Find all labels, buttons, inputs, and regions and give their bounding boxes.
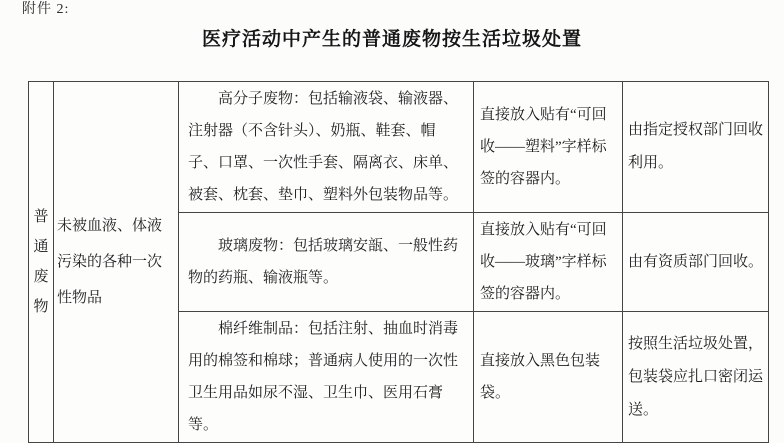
handler-cell-cotton: 按照生活垃圾处置，包装袋应扎口密闭运送。	[623, 312, 769, 443]
subcategory-cell: 未被血液、体液污染的各种一次性物品	[54, 82, 179, 443]
handler-cell-glass: 由有资质部门回收。	[623, 213, 769, 312]
category-char: 物	[33, 299, 49, 315]
category-char: 通	[33, 239, 49, 255]
waste-type-cell-glass	[179, 213, 474, 312]
table-row-polymer	[29, 82, 769, 213]
waste-type-text: 棉纤维制品：包括注射、抽血时消毒用的棉签和棉球；普通病人使用的一次性卫生用品如尿不湿、卫生巾、医用石膏等。	[188, 321, 459, 433]
disposal-cell-polymer: 直接放入贴有“可回收——塑料”字样标签的容器内。	[474, 82, 623, 213]
waste-type-text: 玻璃废物：包括玻璃安瓿、一般性药物的药瓶、输液瓶等。	[188, 238, 459, 286]
handler-cell-polymer: 由指定授权部门回收利用。	[623, 82, 769, 213]
page-title: 医疗活动中产生的普通废物按生活垃圾处置	[201, 29, 582, 50]
category-char: 废	[33, 269, 49, 285]
waste-disposal-table	[28, 81, 769, 443]
attachment-label: 附件 2:	[22, 2, 70, 17]
waste-type-cell-polymer	[179, 82, 474, 213]
disposal-cell-cotton: 直接放入黑色包装袋。	[474, 312, 623, 443]
disposal-cell-glass: 直接放入贴有“可回收——玻璃”字样标签的容器内。	[474, 213, 623, 312]
waste-type-cell-cotton	[179, 312, 474, 443]
category-cell	[29, 82, 54, 443]
category-char: 普	[33, 209, 49, 225]
waste-type-text: 高分子废物：包括输液袋、输液器、注射器（不含针头）、奶瓶、鞋套、帽子、口罩、一次性手套、隔离衣、床单、被套、枕套、垫巾、塑料外包装物品等。	[188, 91, 459, 203]
